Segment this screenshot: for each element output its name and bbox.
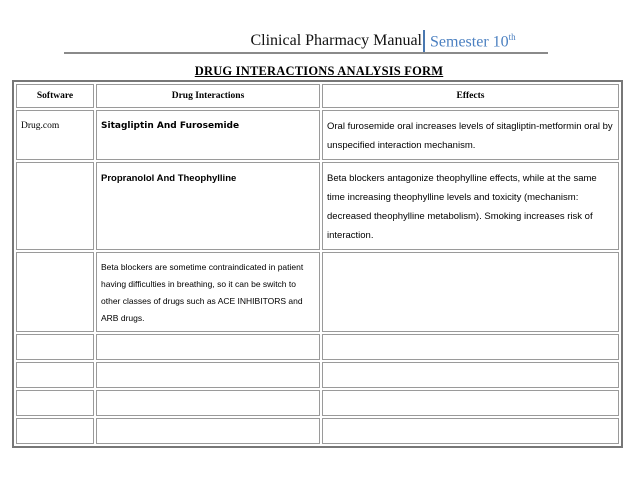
drug-interactions-table [12, 80, 623, 448]
table-row [16, 252, 619, 332]
table-row [16, 162, 619, 250]
software-cell: Drug.com [16, 110, 94, 160]
effect-cell [322, 252, 619, 332]
interaction-cell: Propranolol And Theophylline [96, 162, 320, 250]
column-header-software: Software [16, 84, 94, 108]
empty-table-row [16, 362, 619, 388]
empty-table-row [16, 334, 619, 360]
software-cell [16, 252, 94, 332]
interaction-cell: Sitagliptin And Furosemide [96, 110, 320, 160]
column-header-drug-interactions: Drug Interactions [96, 84, 320, 108]
interaction-cell: Beta blockers are sometime contraindicated in patient having difficulties in breathing, so it can be switch to other classes of drugs such as ACE INHIBITORS and ARB drugs. [96, 252, 320, 332]
table-row [16, 110, 619, 160]
semester-label: Semester 10th [430, 32, 516, 51]
table-header-row [16, 84, 619, 108]
effect-cell: Oral furosemide oral increases levels of sitagliptin-metformin oral by unspecified interaction mechanism. [322, 110, 619, 160]
empty-table-row [16, 390, 619, 416]
form-title: DRUG INTERACTIONS ANALYSIS FORM [194, 64, 444, 78]
manual-title: Clinical Pharmacy Manual [250, 32, 422, 49]
header-rule [64, 52, 548, 54]
column-header-effects: Effects [322, 84, 619, 108]
header-separator [423, 30, 425, 54]
software-cell [16, 162, 94, 250]
empty-table-row [16, 418, 619, 444]
effect-cell: Beta blockers antagonize theophylline effects, while at the same time increasing theophylline levels and toxicity (mechanism: decreased theophylline metabolism). Smoking increases risk of interaction. [322, 162, 619, 250]
